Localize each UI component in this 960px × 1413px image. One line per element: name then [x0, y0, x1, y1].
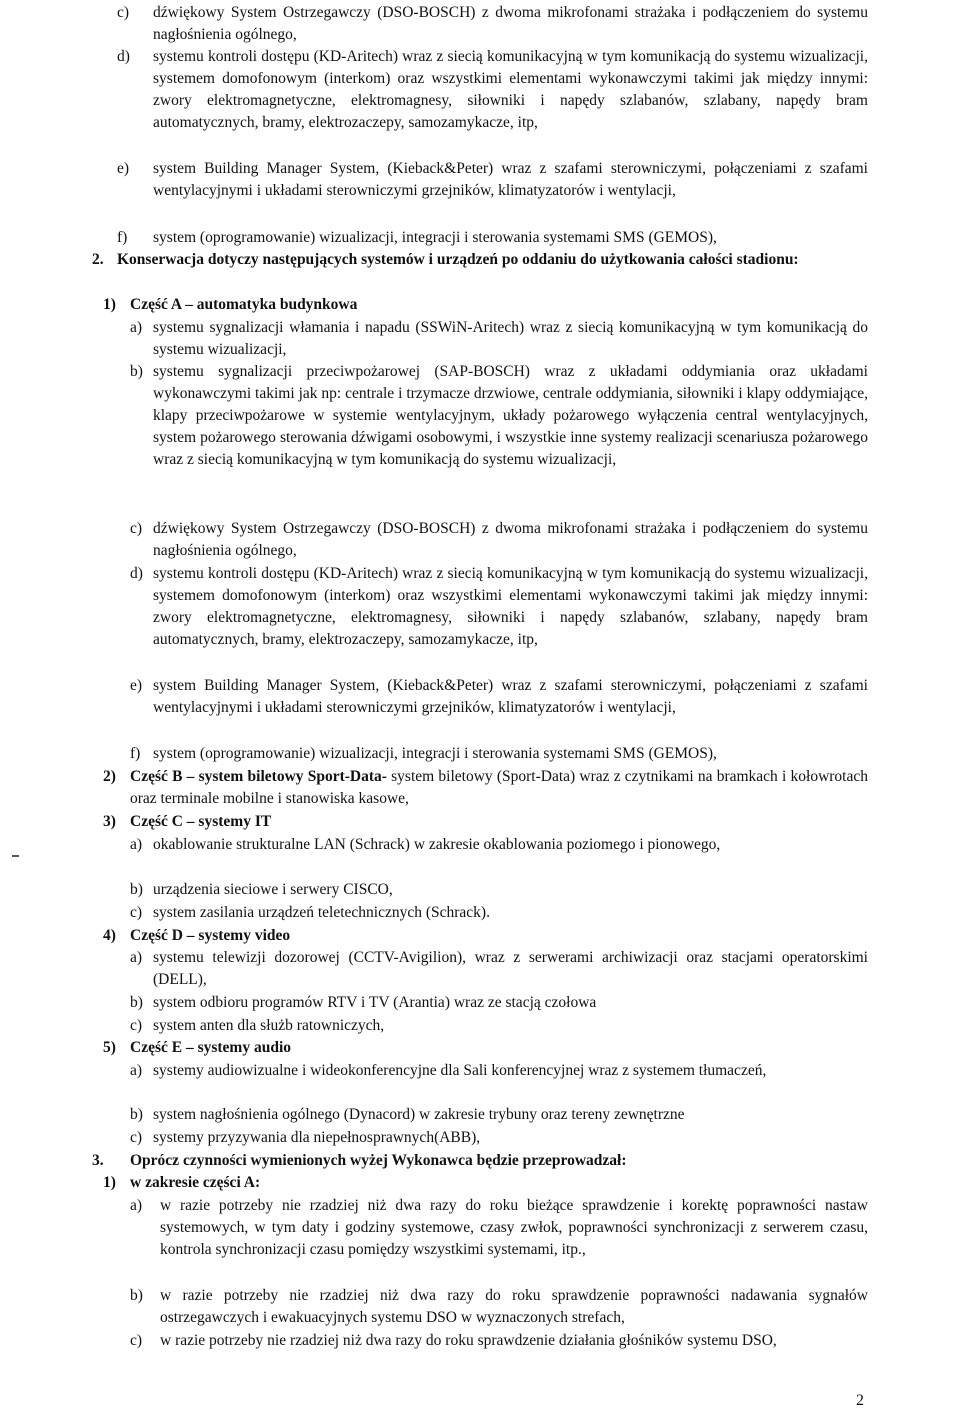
list-label: e)	[130, 677, 143, 694]
list-item-text: dźwiękowy System Ostrzegawczy (DSO-BOSCH) z dwoma mikrofonami strażaka i podłączeniem do systemu nagłośnienia ogólnego,	[153, 520, 868, 559]
list-label: c)	[130, 1017, 143, 1034]
part-label: 1)	[103, 296, 116, 313]
margin-mark	[12, 855, 19, 857]
list-label: a)	[130, 1062, 143, 1079]
list-label: c)	[130, 1332, 143, 1349]
list-item-text: system (oprogramowanie) wizualizacji, integracji i sterowania systemami SMS (GEMOS),	[153, 229, 717, 246]
page-number: 2	[856, 1392, 864, 1409]
part-label: 2)	[103, 768, 116, 785]
list-item-text: systemu telewizji dozorowej (CCTV-Avigilion), wraz z serwerami archiwizacji oraz stacjami operatorskimi (DELL),	[153, 949, 868, 988]
list-item-text: okablowanie strukturalne LAN (Schrack) w zakresie okablowania poziomego i pionowego,	[153, 836, 721, 853]
list-label: c)	[130, 1129, 143, 1146]
list-item-text: w razie potrzeby nie rzadziej niż dwa razy do roku bieżące sprawdzenie i korektę poprawności nastaw systemowych, w tym daty i godziny systemowe, czasy zwłok, poprawności synchronizacji z serwerem czasu, kontrola synchronizacji czasu pomiędzy wszystkimi systemami, itp.,	[160, 1197, 868, 1258]
part-heading: Część D – systemy video	[130, 927, 291, 944]
section-number: 2.	[92, 251, 104, 268]
list-item-text: urządzenia sieciowe i serwery CISCO,	[153, 881, 393, 898]
list-label: a)	[130, 1197, 143, 1214]
list-item-text: system odbioru programów RTV i TV (Arantia) wraz ze stacją czołowa	[153, 994, 597, 1011]
list-item-text: system zasilania urządzeń teletechnicznych (Schrack).	[153, 904, 490, 921]
section-heading: Konserwacja dotyczy następujących systemów i urządzeń po oddaniu do użytkowania całości stadionu:	[117, 251, 799, 268]
list-item-text: w razie potrzeby nie rzadziej niż dwa razy do roku sprawdzenie poprawności nadawania sygnałów ostrzegawczych i ewakuacyjnych systemu DSO w wyznaczonych strefach,	[160, 1287, 868, 1326]
list-item-text: systemu kontroli dostępu (KD-Aritech) wraz z siecią komunikacyjną w tym komunikacją do systemu wizualizacji, systemem domofonowym (interkom) oraz wszystkimi elementami wykonawczymi takimi jak między innymi: zwory elektromagnetyczne, elektromagnesy, siłowniki i napędy szlabanów, szlabany, napędy bram automatycznych, bramy, elektrozaczepy, samozamykacze, itp,	[153, 565, 868, 648]
list-label: b)	[130, 363, 143, 380]
list-item-text: w razie potrzeby nie rzadziej niż dwa razy do roku sprawdzenie działania głośników systemu DSO,	[160, 1332, 777, 1349]
section-heading: Oprócz czynności wymienionych wyżej Wykonawca będzie przeprowadzał:	[130, 1152, 627, 1169]
part-heading: Część E – systemy audio	[130, 1039, 292, 1056]
list-label: b)	[130, 994, 143, 1011]
list-label: f)	[130, 745, 141, 762]
list-item-text: system Building Manager System, (Kieback&Peter) wraz z szafami sterowniczymi, połączeniami z szafami wentylacyjnymi i układami sterowniczymi grzejników, klimatyzatorów i wentylacji,	[153, 677, 868, 716]
part-heading: Część B – system biletowy Sport-Data-	[130, 768, 387, 785]
list-label: a)	[130, 319, 143, 336]
list-label: c)	[117, 4, 130, 21]
list-label: d)	[130, 565, 143, 582]
list-item-text: system (oprogramowanie) wizualizacji, integracji i sterowania systemami SMS (GEMOS),	[153, 745, 717, 762]
list-item-text: systemu sygnalizacji włamania i napadu (SSWiN-Aritech) wraz z siecią komunikacyjną w tym komunikacją do systemu wizualizacji,	[153, 319, 868, 358]
section-number: 3.	[92, 1152, 104, 1169]
list-label: b)	[130, 1287, 143, 1304]
list-item-text: systemu kontroli dostępu (KD-Aritech) wraz z siecią komunikacyjną w tym komunikacją do systemu wizualizacji, systemem domofonowym (interkom) oraz wszystkimi elementami wykonawczymi takimi jak między innymi: zwory elektromagnetyczne, elektromagnesy, siłowniki i napędy szlabanów, szlabany, napędy bram automatycznych, bramy, elektrozaczepy, samozamykacze, itp,	[153, 48, 868, 131]
list-label: d)	[117, 48, 130, 65]
list-item-text: systemu sygnalizacji przeciwpożarowej (SAP-BOSCH) wraz z układami oddymiania oraz układami wykonawczymi takimi jak np: centrale i trzymacze drzwiowe, centrale oddymiania, siłowniki i klapy oddymiające, klapy przeciwpożarowe w systemie wentylacyjnym, układy pożarowego wyłączenia central wentylacyjnych, system pożarowego sterowania dźwigami osobowymi, i wszystkie inne systemy realizacji scenariusza pożarowego wraz z siecią komunikacyjną w tym komunikacją do systemu wizualizacji,	[153, 363, 868, 468]
list-item-text: system nagłośnienia ogólnego (Dynacord) w zakresie trybuny oraz tereny zewnętrzne	[153, 1106, 685, 1123]
part-heading: w zakresie części A:	[130, 1174, 261, 1191]
list-item-text: systemy przyzywania dla niepełnosprawnych(ABB),	[153, 1129, 481, 1146]
list-item-text: system Building Manager System, (Kieback&Peter) wraz z szafami sterowniczymi, połączeniami z szafami wentylacyjnymi i układami sterowniczymi grzejników, klimatyzatorów i wentylacji,	[153, 160, 868, 199]
part-label: 3)	[103, 813, 116, 830]
part-label: 5)	[103, 1039, 116, 1056]
part-text: system biletowy (Sport-Data) wraz z czytnikami na bramkach i kołowrotach oraz terminale mobilne i stanowiska kasowe,	[130, 768, 868, 807]
list-label: a)	[130, 836, 143, 853]
list-label: b)	[130, 1106, 143, 1123]
list-label: b)	[130, 881, 143, 898]
list-label: c)	[130, 904, 143, 921]
part-paragraph	[130, 766, 868, 810]
part-label: 1)	[103, 1174, 116, 1191]
part-label: 4)	[103, 927, 116, 944]
list-item-text: systemy audiowizualne i wideokonferencyjne dla Sali konferencyjnej wraz z systemem tłumaczeń,	[153, 1062, 767, 1079]
list-item-text: dźwiękowy System Ostrzegawczy (DSO-BOSCH) z dwoma mikrofonami strażaka i podłączeniem do systemu nagłośnienia ogólnego,	[153, 4, 868, 43]
list-label: e)	[117, 160, 130, 177]
list-item-text: system anten dla służb ratowniczych,	[153, 1017, 385, 1034]
part-heading: Część A – automatyka budynkowa	[130, 296, 358, 313]
list-label: a)	[130, 949, 143, 966]
list-label: c)	[130, 520, 143, 537]
list-label: f)	[117, 229, 128, 246]
part-heading: Część C – systemy IT	[130, 813, 272, 830]
